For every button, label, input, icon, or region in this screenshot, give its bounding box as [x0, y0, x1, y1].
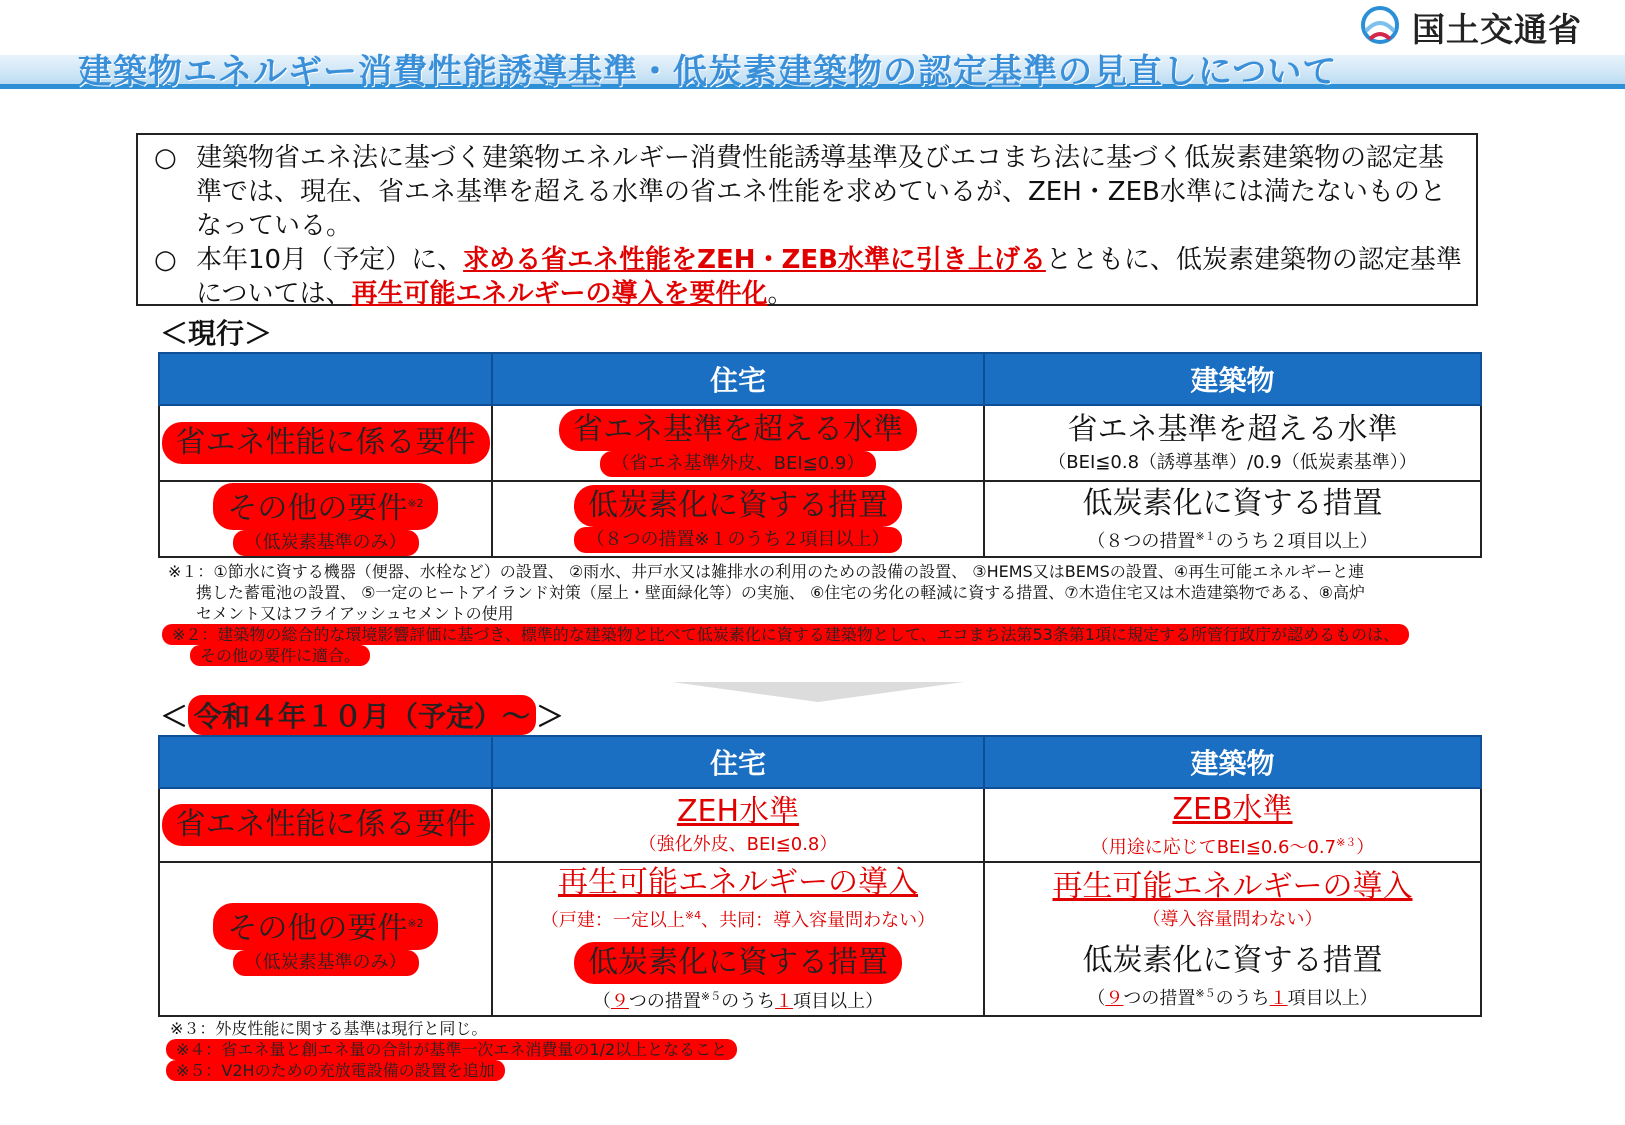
footnote-line: ※３：外皮性能に関する基準は現行と同じ。 — [170, 1019, 488, 1038]
row-label-text: 省エネ性能に係る要件 — [162, 422, 490, 464]
cell-house-other — [492, 862, 984, 1016]
cell-house-other — [492, 481, 984, 557]
footnote-3 — [170, 1018, 870, 1039]
changed-number: ９ — [610, 991, 629, 1012]
summary-text-2 — [196, 243, 1464, 311]
footnote-1 — [168, 561, 1488, 624]
row-label-energy — [159, 788, 492, 862]
row-label-text — [213, 483, 437, 530]
column-header-house: 住宅 — [492, 736, 984, 788]
row-label-other — [159, 862, 492, 1016]
changed-number: １ — [1269, 987, 1288, 1009]
footnote-ref: ※2 — [407, 916, 424, 930]
cell-sub-text — [493, 903, 983, 934]
cell-sub-text — [985, 524, 1480, 555]
row-label-text — [213, 903, 437, 950]
ministry-emblem-icon — [1358, 5, 1402, 49]
cell-house-energy — [492, 405, 984, 481]
row-label-other — [159, 481, 492, 557]
cell-sub-text — [985, 830, 1480, 861]
summary-text-part: とともに、低炭素建築物の認定基準については、 — [196, 245, 1462, 309]
table-row — [159, 788, 1481, 862]
cell-main-text: 低炭素化に資する措置 — [574, 485, 902, 527]
cell-main-text: 再生可能エネルギーの導入 — [558, 865, 918, 900]
footnote-line: ※２：建築物の総合的な環境影響評価に基づき、標準的な建築物と比べて低炭素化に資する建築物として、エコまち法第53条第1項に規定する所管行政庁が認めるものは、 — [162, 624, 1409, 645]
cell-sub-text: （導入容量問わない） — [1142, 908, 1323, 930]
page-header — [0, 0, 1625, 92]
bullet-circle-icon: ○ — [154, 143, 177, 173]
table-row — [159, 405, 1481, 481]
sub-text-part: つの措置 — [1123, 987, 1196, 1009]
summary-text-part: 本年10月（予定）に、 — [196, 245, 464, 275]
cell-sub-text: （８つの措置※１のうち２項目以上） — [574, 527, 901, 553]
sub-text-part: ） — [1356, 836, 1375, 858]
cell-main-text: 省エネ基準を超える水準 — [559, 409, 917, 451]
sub-text-part: のうち — [721, 991, 776, 1012]
footnote-ref: ※１ — [1195, 529, 1216, 543]
footnote-ref: ※4 — [684, 909, 702, 922]
row-label-sub: （低炭素基準のみ） — [233, 530, 419, 556]
cell-main-text: 省エネ基準を超える水準 — [1067, 412, 1398, 447]
down-arrow-icon — [672, 682, 964, 702]
cell-sub-text — [493, 984, 983, 1015]
sub-text-part: つの措置 — [628, 991, 701, 1012]
footnote-line: その他の要件に適合。 — [190, 645, 370, 666]
summary-box — [136, 133, 1478, 309]
changed-number: １ — [775, 991, 794, 1012]
sub-text-part: （戸建：一定以上 — [540, 910, 685, 931]
table-row — [159, 481, 1481, 557]
cell-building-energy — [984, 788, 1481, 862]
cell-main-text: 低炭素化に資する措置 — [1082, 485, 1383, 521]
summary-item — [154, 141, 1464, 243]
sub-text-part: （用途に応じてBEI≦0.6～0.7 — [1090, 836, 1337, 858]
label-text: 令和４年１０月（予定）～ — [188, 695, 536, 735]
changed-number: ９ — [1105, 987, 1124, 1009]
footnote-ref: ※５ — [1195, 986, 1216, 1000]
sub-text-part: のうち２項目以上） — [1215, 530, 1378, 552]
current-requirements-table — [158, 352, 1482, 558]
bullet-circle-icon: ○ — [154, 245, 177, 275]
section-label-current: ＜現行＞ — [160, 317, 273, 350]
footnote-line: 携した蓄電池の設置、 ⑤一定のヒートアイランド対策（屋上・壁面緑化等）の実施、 ⑥住宅の劣化の軽減に資する措置、⑦木造住宅又は木造建築物である、⑧高炉 — [196, 583, 1365, 602]
column-header-building: 建築物 — [984, 736, 1481, 788]
ministry-name: 国土交通省 — [1412, 9, 1582, 49]
summary-text-1: 建築物省エネ法に基づく建築物エネルギー消費性能誘導基準及びエコまち法に基づく低炭素建築物の認定基準では、現在、省エネ基準を超える水準の省エネ性能を求めているが、ZEH・ZEB水準には満たないものとなっている。 — [196, 143, 1446, 241]
table-header-row — [159, 736, 1481, 788]
sub-text-part: 項目以上） — [793, 991, 884, 1012]
ministry-logo — [1358, 4, 1618, 50]
cell-main-text: ZEB水準 — [1172, 791, 1293, 827]
emphasis-renewable: 再生可能エネルギーの導入を要件化 — [351, 279, 768, 309]
footnote-line: ※４：省エネ量と創エネ量の合計が基準一次エネ消費量の1/2以上となること — [166, 1039, 737, 1060]
cell-sub-text: （省エネ基準外皮、BEI≦0.9） — [600, 451, 877, 477]
table-header-row — [159, 353, 1481, 405]
footnote-line: ※１：①節水に資する機器（便器、水栓など）の設置、 ②雨水、井戸水又は雑排水の利用のための設備の設置、 ③HEMS又はBEMSの設置、④再生可能エネルギーと連 — [168, 562, 1365, 581]
row-label-text: 省エネ性能に係る要件 — [162, 804, 490, 846]
label-bracket: ＜ — [160, 700, 189, 733]
summary-text-part: 。 — [767, 279, 794, 309]
row-label-sub: （低炭素基準のみ） — [233, 950, 419, 976]
sub-text-part: 、共同：導入容量問わない） — [701, 910, 936, 931]
cell-house-energy — [492, 788, 984, 862]
corner-cell — [159, 353, 492, 405]
cell-building-other — [984, 481, 1481, 557]
cell-main-text: ZEH水準 — [676, 794, 800, 829]
row-label-main: その他の要件 — [227, 490, 408, 526]
footnote-ref: ※５ — [700, 990, 722, 1003]
column-header-building: 建築物 — [984, 353, 1481, 405]
table-row — [159, 862, 1481, 1016]
cell-sub-text — [985, 981, 1480, 1012]
cell-building-energy — [984, 405, 1481, 481]
page-title: 建築物エネルギー消費性能誘導基準・低炭素建築物の認定基準の見直しについて — [78, 52, 1338, 92]
sub-text-part: のうち — [1215, 987, 1270, 1009]
row-label-energy — [159, 405, 492, 481]
sub-text-part: （ — [1087, 987, 1106, 1009]
footnote-line: セメント又はフライアッシュセメントの使用 — [196, 604, 514, 623]
footnote-ref: ※３ — [1336, 835, 1357, 849]
cell-building-other — [984, 862, 1481, 1016]
cell-sub-text: （強化外皮、BEI≦0.8） — [638, 834, 838, 855]
sub-text-part: 項目以上） — [1287, 987, 1378, 1009]
column-header-house: 住宅 — [492, 353, 984, 405]
row-label-main: その他の要件 — [227, 910, 408, 946]
footnote-5 — [166, 1060, 866, 1081]
future-requirements-table — [158, 735, 1482, 1017]
footnote-4 — [166, 1039, 866, 1060]
footnote-2 — [162, 624, 1492, 666]
emphasis-zeh-zeb: 求める省エネ性能をZEH・ZEB水準に引き上げる — [463, 245, 1046, 275]
cell-main-text: 低炭素化に資する措置 — [574, 942, 902, 984]
cell-main-text: 再生可能エネルギーの導入 — [1052, 868, 1413, 904]
sub-text-part: （ — [592, 991, 611, 1012]
cell-main-text: 低炭素化に資する措置 — [1082, 942, 1383, 978]
cell-sub-text: （BEI≦0.8（誘導基準）/0.9（低炭素基準）） — [1048, 452, 1417, 473]
footnote-ref: ※2 — [407, 496, 424, 510]
sub-text-part: （８つの措置 — [1087, 530, 1196, 552]
label-bracket: ＞ — [536, 700, 565, 733]
summary-item — [154, 243, 1464, 311]
section-label-future — [160, 695, 564, 735]
corner-cell — [159, 736, 492, 788]
footnote-line: ※５：V2Hのための充放電設備の設置を追加 — [166, 1060, 505, 1081]
